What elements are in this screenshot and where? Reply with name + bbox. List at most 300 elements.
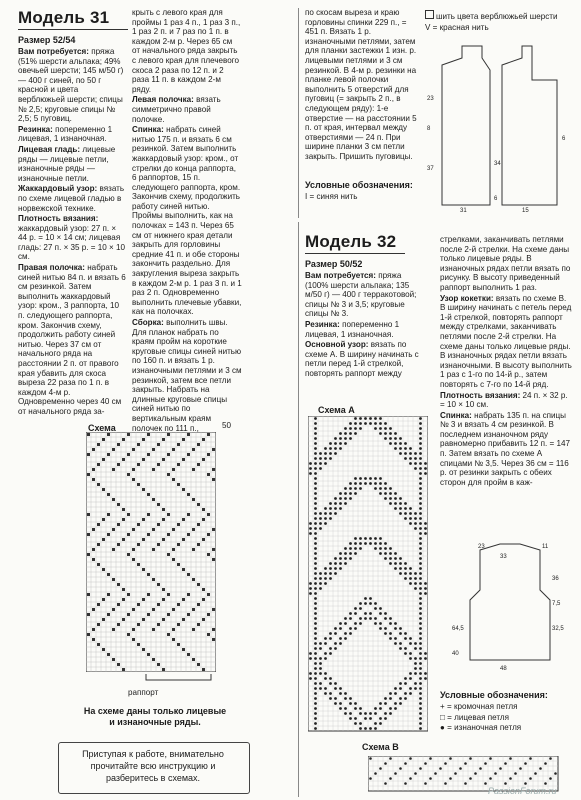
paragraph: [132, 95, 242, 124]
chart-stitch: [399, 507, 402, 510]
chart-stitch: [97, 623, 100, 626]
legend-purl-stitch: ● = изнаночная петля: [440, 723, 522, 733]
paragraph-text: крыть с левого края для проймы 1 раз 4 п., 1 раз 3 п., 1 раз 2 п. и 7 раз по 1 п. в каждом 2-м р. Через 65 см от начального ряда закрыть с левого края для плечевого скоса 2 раза по 12 п. и 2 раза 11 п. в каждом 2-м ряду.: [132, 8, 241, 94]
chart-stitch: [399, 557, 402, 560]
chart-stitch: [349, 497, 352, 500]
chart-stitch: [349, 697, 352, 700]
chart-stitch: [182, 648, 185, 651]
chart-stitch: [379, 607, 382, 610]
chart-stitch: [192, 608, 195, 611]
chart-stitch: [539, 767, 542, 770]
chart-stitch: [162, 508, 165, 511]
paragraph: [440, 235, 572, 293]
chart-stitch: [399, 437, 402, 440]
chart-stitch: [359, 547, 362, 550]
chart-stitch: [494, 772, 497, 775]
paragraph-heading: Жаккардовый узор:: [18, 184, 98, 194]
chart-stitch: [97, 463, 100, 466]
chart-stitch: [419, 477, 422, 480]
chart-stitch: [524, 782, 527, 785]
chart-stitch: [157, 543, 160, 546]
paragraph-heading: Основной узор:: [305, 340, 369, 350]
chart-stitch: [97, 563, 100, 566]
chart-stitch: [409, 582, 412, 585]
chart-stitch: [389, 777, 392, 780]
chart-stitch: [314, 467, 317, 470]
column-divider: [298, 8, 299, 218]
chart-stitch: [132, 638, 135, 641]
chart-stitch: [112, 578, 115, 581]
chart-stitch: [152, 528, 155, 531]
chart-stitch: [389, 697, 392, 700]
chart-stitch: [424, 467, 427, 470]
chart-stitch: [314, 607, 317, 610]
chart-stitch: [87, 633, 90, 636]
chart-stitch: [374, 477, 377, 480]
chart-stitch: [369, 777, 372, 780]
chart-stitch: [344, 707, 347, 710]
chart-stitch: [107, 453, 110, 456]
chart-stitch: [147, 453, 150, 456]
chart-stitch: [147, 653, 150, 656]
paragraph: [132, 8, 242, 94]
chart-stitch: [182, 488, 185, 491]
chart-stitch: [339, 437, 342, 440]
chart-stitch: [384, 487, 387, 490]
chart-stitch: [107, 513, 110, 516]
chart-stitch: [364, 597, 367, 600]
chart-stitch: [419, 587, 422, 590]
chart-stitch: [379, 427, 382, 430]
chart-stitch: [137, 563, 140, 566]
chart-stitch: [329, 447, 332, 450]
chart-stitch: [369, 727, 372, 730]
chart-stitch: [167, 553, 170, 556]
chart-stitch: [117, 543, 120, 546]
chart-stitch: [314, 447, 317, 450]
chart-stitch: [127, 593, 130, 596]
chart-stitch: [314, 472, 317, 475]
chart-stitch: [354, 552, 357, 555]
chart-stitch: [329, 457, 332, 460]
chart-stitch: [192, 548, 195, 551]
chart-stitch: [394, 442, 397, 445]
chart-stitch: [509, 757, 512, 760]
chart-stitch: [379, 767, 382, 770]
chart-stitch: [354, 422, 357, 425]
chart-stitch: [344, 497, 347, 500]
chart-stitch: [419, 432, 422, 435]
chart-stitch: [137, 443, 140, 446]
chart-stitch: [344, 437, 347, 440]
chart-stitch: [419, 452, 422, 455]
chart-stitch: [314, 482, 317, 485]
chart-stitch: [147, 433, 150, 436]
chart-stitch: [329, 512, 332, 515]
chart-stitch: [314, 697, 317, 700]
chart-stitch: [339, 567, 342, 570]
chart-stitch: [329, 502, 332, 505]
chart-stitch: [97, 443, 100, 446]
chart-stitch: [359, 542, 362, 545]
chart-stitch: [172, 608, 175, 611]
chart-stitch: [339, 447, 342, 450]
chart-stitch: [359, 602, 362, 605]
chart-stitch: [399, 697, 402, 700]
chart-stitch: [399, 627, 402, 630]
chart-stitch: [389, 692, 392, 695]
chart-stitch: [117, 503, 120, 506]
chart-stitch: [424, 532, 427, 535]
chart-stitch: [102, 538, 105, 541]
chart-stitch: [187, 453, 190, 456]
chart-stitch: [424, 677, 427, 680]
chart-stitch: [364, 417, 367, 420]
chart-stitch: [374, 617, 377, 620]
chart-stitch: [349, 612, 352, 615]
chart-stitch: [369, 617, 372, 620]
chart-stitch: [314, 702, 317, 705]
chart-stitch: [484, 782, 487, 785]
chart-stitch: [329, 682, 332, 685]
chart-stitch: [394, 622, 397, 625]
chart-stitch: [329, 517, 332, 520]
chart-stitch: [364, 537, 367, 540]
chart-stitch: [314, 597, 317, 600]
chart-stitch: [354, 547, 357, 550]
paragraph-text: вязать по схеме лицевой гладью в норвежской технике.: [18, 184, 125, 213]
chart-stitch: [339, 502, 342, 505]
chart-stitch: [389, 617, 392, 620]
chart-stitch: [354, 607, 357, 610]
chart-stitch: [334, 502, 337, 505]
chart-stitch: [444, 762, 447, 765]
chart-stitch: [127, 553, 130, 556]
chart-stitch: [177, 563, 180, 566]
chart-stitch: [414, 662, 417, 665]
chart-stitch: [414, 577, 417, 580]
chart-stitch: [349, 422, 352, 425]
chart-stitch: [379, 702, 382, 705]
chart-stitch: [319, 577, 322, 580]
dim-label: 36: [552, 576, 559, 582]
chart-stitch: [394, 552, 397, 555]
chart-stitch: [404, 762, 407, 765]
model32-schematic: [440, 540, 575, 680]
chart-stitch: [309, 672, 312, 675]
chart-stitch: [87, 473, 90, 476]
chart-stitch: [319, 462, 322, 465]
chart-stitch: [399, 442, 402, 445]
model31-size: Размер 52/54: [18, 35, 76, 45]
model31-chart-caption: На схеме даны только лицевые и изнаночные ряды.: [83, 706, 227, 727]
paragraph-text: вязать по схеме А. В ширину начинать с петли перед 1-й стрелкой, повторять раппорт между: [305, 340, 419, 378]
chart-stitch: [399, 642, 402, 645]
model31-title-rule: [18, 29, 128, 30]
chart-stitch: [419, 577, 422, 580]
chart-stitch: [329, 562, 332, 565]
chart-stitch: [207, 433, 210, 436]
chart-stitch: [384, 552, 387, 555]
chart-stitch: [369, 477, 372, 480]
model32-title-rule: [305, 253, 405, 254]
chart-stitch: [464, 762, 467, 765]
chart-stitch: [354, 537, 357, 540]
chart-stitch: [389, 707, 392, 710]
chart-stitch: [102, 648, 105, 651]
chart-stitch: [414, 582, 417, 585]
chart-stitch: [172, 638, 175, 641]
chart-stitch: [359, 707, 362, 710]
chart-stitch: [147, 513, 150, 516]
chart-stitch: [324, 652, 327, 655]
chart-stitch: [117, 443, 120, 446]
chart-stitch: [314, 652, 317, 655]
paragraph: [18, 214, 126, 262]
dim-label: 23: [427, 96, 434, 102]
chart-stitch: [399, 632, 402, 635]
chart-stitch: [172, 528, 175, 531]
chart-stitch: [354, 702, 357, 705]
chart-b-title: Схема В: [362, 742, 399, 752]
chart-stitch: [339, 637, 342, 640]
chart-stitch: [424, 527, 427, 530]
chart-stitch: [172, 468, 175, 471]
chart-stitch: [359, 722, 362, 725]
chart-stitch: [399, 647, 402, 650]
chart-stitch: [314, 677, 317, 680]
chart-stitch: [92, 478, 95, 481]
chart-stitch: [419, 467, 422, 470]
chart-stitch: [309, 472, 312, 475]
chart-stitch: [414, 467, 417, 470]
chart-stitch: [409, 757, 412, 760]
chart-stitch: [314, 557, 317, 560]
chart-stitch: [187, 513, 190, 516]
chart-stitch: [404, 447, 407, 450]
chart-stitch: [399, 502, 402, 505]
chart-stitch: [117, 663, 120, 666]
chart-stitch: [324, 522, 327, 525]
chart-stitch: [142, 518, 145, 521]
chart-stitch: [434, 772, 437, 775]
chart-stitch: [369, 717, 372, 720]
chart-stitch: [329, 452, 332, 455]
chart-stitch: [419, 422, 422, 425]
chart-stitch: [127, 473, 130, 476]
chart-stitch: [162, 618, 165, 621]
paragraph-heading: Сборка:: [132, 318, 164, 327]
chart-stitch: [202, 598, 205, 601]
chart-stitch: [364, 612, 367, 615]
chart-stitch: [147, 593, 150, 596]
chart-stitch: [344, 442, 347, 445]
chart-stitch: [389, 547, 392, 550]
chart-stitch: [414, 522, 417, 525]
chart-stitch: [389, 432, 392, 435]
chart-stitch: [319, 512, 322, 515]
chart-stitch: [409, 657, 412, 660]
chart-stitch: [117, 523, 120, 526]
chart-stitch: [339, 557, 342, 560]
chart-stitch: [404, 692, 407, 695]
chart-stitch: [374, 547, 377, 550]
chart-stitch: [394, 507, 397, 510]
chart-stitch: [87, 593, 90, 596]
dim-label: 23: [478, 544, 485, 550]
chart-stitch: [202, 508, 205, 511]
chart-stitch: [419, 417, 422, 420]
chart-stitch: [329, 692, 332, 695]
chart-stitch: [324, 692, 327, 695]
chart-stitch: [339, 562, 342, 565]
chart-stitch: [389, 552, 392, 555]
chart-stitch: [374, 727, 377, 730]
chart-stitch: [324, 462, 327, 465]
chart-stitch: [339, 507, 342, 510]
chart-stitch: [142, 458, 145, 461]
chart-stitch: [147, 573, 150, 576]
chart-stitch: [419, 492, 422, 495]
chart-stitch: [319, 647, 322, 650]
chart-stitch: [424, 592, 427, 595]
chart-stitch: [349, 492, 352, 495]
chart-stitch: [197, 503, 200, 506]
chart-stitch: [369, 422, 372, 425]
chart-stitch: [167, 593, 170, 596]
chart-stitch: [419, 547, 422, 550]
chart-stitch: [394, 492, 397, 495]
chart-stitch: [399, 767, 402, 770]
dim-label: 7,5: [552, 601, 561, 607]
column-divider: [298, 222, 299, 797]
chart-stitch: [137, 603, 140, 606]
chart-stitch: [127, 433, 130, 436]
chart-stitch: [152, 658, 155, 661]
chart-stitch: [549, 757, 552, 760]
chart-stitch: [359, 417, 362, 420]
chart-stitch: [334, 567, 337, 570]
chart-stitch: [424, 582, 427, 585]
chart-stitch: [349, 552, 352, 555]
chart-stitch: [424, 472, 427, 475]
chart-stitch: [384, 492, 387, 495]
chart-stitch: [389, 632, 392, 635]
chart-stitch: [419, 572, 422, 575]
chart-stitch: [309, 527, 312, 530]
chart-stitch: [314, 417, 317, 420]
chart-stitch: [334, 647, 337, 650]
model32-size: Размер 50/52: [305, 259, 363, 269]
paragraph: [132, 125, 242, 317]
chart-stitch: [414, 457, 417, 460]
chart-stitch: [142, 598, 145, 601]
chart-stitch: [314, 642, 317, 645]
chart-stitch: [364, 712, 367, 715]
chart-stitch: [142, 568, 145, 571]
chart-stitch: [399, 452, 402, 455]
chart-stitch: [424, 522, 427, 525]
chart-stitch: [334, 557, 337, 560]
chart-stitch: [172, 548, 175, 551]
chart-stitch: [369, 757, 372, 760]
chart-stitch: [202, 668, 205, 671]
chart-stitch: [339, 432, 342, 435]
chart-stitch: [419, 657, 422, 660]
chart-stitch: [152, 468, 155, 471]
chart-stitch: [314, 432, 317, 435]
chart-stitch: [354, 427, 357, 430]
chart-stitch: [314, 727, 317, 730]
chart-stitch: [314, 477, 317, 480]
chart-stitch: [87, 613, 90, 616]
chart-stitch: [207, 453, 210, 456]
chart-stitch: [419, 667, 422, 670]
chart-stitch: [314, 667, 317, 670]
chart-stitch: [97, 523, 100, 526]
chart-stitch: [314, 527, 317, 530]
chart-stitch: [354, 707, 357, 710]
chart-stitch: [132, 528, 135, 531]
chart-stitch: [414, 527, 417, 530]
chart-stitch: [132, 558, 135, 561]
chart-stitch: [419, 517, 422, 520]
chart-stitch: [314, 682, 317, 685]
paragraph: [440, 294, 572, 390]
chart-stitch: [349, 627, 352, 630]
paragraph-heading: Вам потребуется:: [305, 271, 376, 280]
chart-stitch: [142, 648, 145, 651]
chart-stitch: [379, 547, 382, 550]
chart-stitch: [187, 593, 190, 596]
chart-stitch: [409, 522, 412, 525]
chart-stitch: [334, 507, 337, 510]
chart-stitch: [314, 442, 317, 445]
chart-stitch: [424, 657, 427, 660]
chart-stitch: [107, 593, 110, 596]
paragraph-heading: Спинка:: [440, 410, 472, 420]
chart-stitch: [197, 443, 200, 446]
chart-stitch: [122, 508, 125, 511]
paragraph-text: набрать синей нитью 84 п. и вязать 6 см резинкой. Затем выполнить жаккардовый узор: кром., 3 раппорта, 10 п. следующего раппорта, кром. Закончив схему, продолжить работу синей нитью. Через 37 см от начального ряда на расстоянии 2 п. от правого края убавить для скоса выреза 22 раза по 1 п. в каждом 4-м р. Одновременно через 40 см от начального ряда за-: [18, 263, 126, 416]
chart-stitch: [414, 682, 417, 685]
chart-stitch: [409, 642, 412, 645]
paragraph-heading: Вам потребуется:: [18, 47, 89, 56]
chart-stitch: [319, 657, 322, 660]
chart-stitch: [349, 432, 352, 435]
chart-stitch: [404, 782, 407, 785]
chart-stitch: [329, 697, 332, 700]
model31-pattern-chart: [86, 432, 216, 672]
chart-stitch: [182, 538, 185, 541]
chart-stitch: [112, 608, 115, 611]
chart-stitch: [374, 422, 377, 425]
chart-stitch: [349, 702, 352, 705]
paragraph-text: набрать синей нитью 175 п. и вязать 6 см резинкой. Затем выполнить жаккардовый узор: кром., от стрелки до конца раппорта, 6 раппортов, 15 п. следующего раппорта, кром. Закончив схему, продолжить работу синей нитью. Проймы выполнить, как на полочках = 143 п. Через 65 см от нижнего края детали закрыть для горловины средние 41 п. и обе стороны закончить раздельно. Для закругления выреза закрыть в каждом 2-м р. 1 раз 3 п. и 1 раз 2 п. Одновременно выполнить плечевые убавки, как на полочках.: [132, 125, 242, 317]
chart-stitch: [182, 438, 185, 441]
chart-stitch: [379, 707, 382, 710]
chart-stitch: [309, 677, 312, 680]
paragraph-text: попеременно 1 лицевая, 1 изнаночная.: [18, 124, 113, 144]
chart-stitch: [324, 517, 327, 520]
chart-stitch: [197, 543, 200, 546]
chart-stitch: [339, 642, 342, 645]
dim-label: 33: [500, 554, 507, 560]
chart-stitch: [399, 562, 402, 565]
chart-stitch: [384, 632, 387, 635]
chart-stitch: [344, 552, 347, 555]
chart-stitch: [419, 507, 422, 510]
